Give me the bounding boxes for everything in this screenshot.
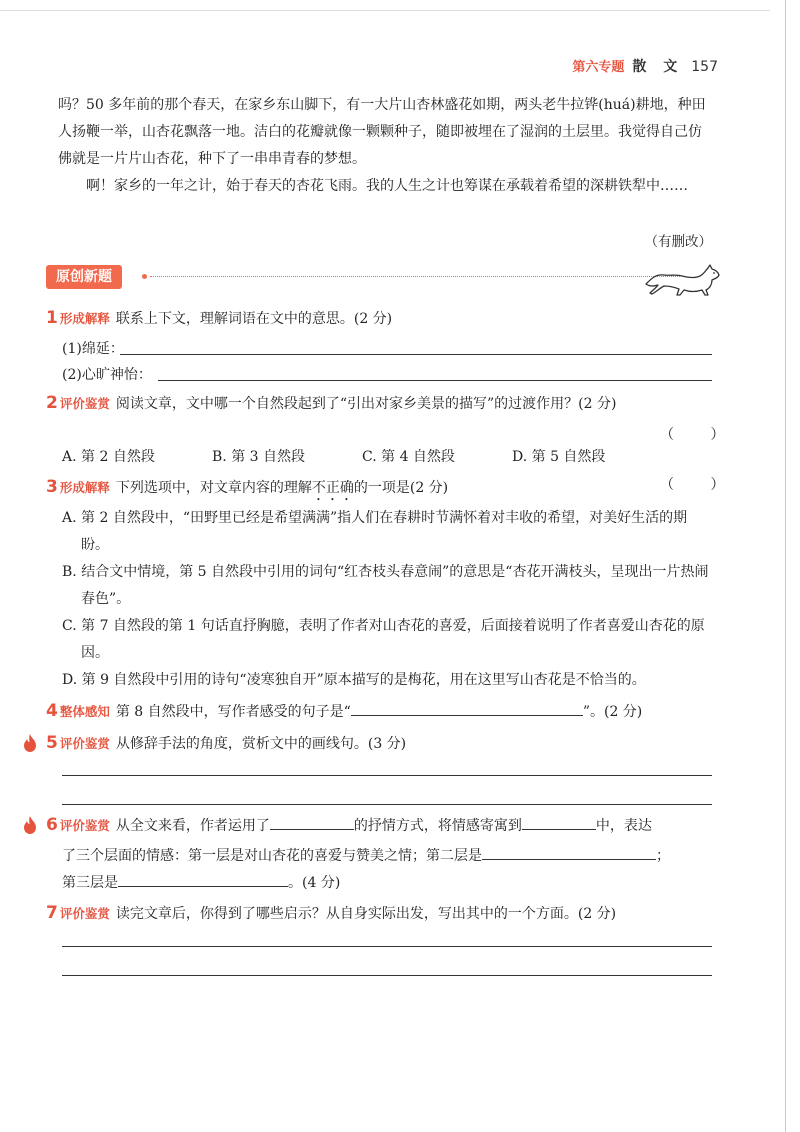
question-number: 3 [46,477,58,497]
question-number: 1 [46,308,58,328]
q6-text-2: 的抒情方式，将情感寄寓到 [353,818,522,834]
section-banner [46,262,714,298]
q1-item-2-label: (2)心旷神怡： [62,367,152,383]
banner-dot [142,274,147,279]
q6-text-1: 从全文来看，作者运用了 [115,818,270,834]
q4-answer-blank[interactable] [351,701,583,716]
q3-option-c[interactable]: C. 第 7 自然段的第 1 句话直抒胸臆，表明了作者对山杏花的喜爱，后面接着说明了作者喜爱山杏花的原因。 [62,618,705,661]
q5-answer-line-2[interactable] [62,804,712,805]
question-tag: 评价鉴赏 [59,818,110,833]
q2-options [62,446,662,466]
q1-item-1-label: (1)绵延： [62,341,124,357]
q2-answer-paren[interactable]: （ ） [660,427,741,443]
q7-answer-line-2[interactable] [62,975,712,976]
q5-answer-line-1[interactable] [62,775,712,776]
question-text: 从修辞手法的角度，赏析文中的画线句。(3 分) [115,736,407,752]
question-text-after: ”。(2 分) [582,704,643,720]
question-text-after: 的一项是(2 分) [353,480,449,496]
q6-blank-3[interactable] [482,845,656,860]
question-4 [46,698,642,725]
question-text: 读完文章后，你得到了哪些启示？从自身实际出发，写出其中的一个方面。(2 分) [115,906,617,922]
question-number: 2 [46,393,58,413]
page-header [572,56,718,76]
q7-answer-line-1[interactable] [62,946,712,947]
source-note: （有删改） [644,234,712,250]
q2-option-d[interactable]: D. 第 5 自然段 [512,449,606,465]
q6-line-3: 第三层是 。(4 分) [62,870,340,896]
question-text-before: 第 8 自然段中，写作者感受的句子是“ [115,704,351,720]
passage-paragraph-2: 啊！家乡的一年之计，始于春天的杏花飞雨。我的人生之计也筹谋在承载着希望的深耕铁犁中…… [86,178,688,194]
q6-blank-2[interactable] [522,815,596,830]
q1-answer-line-1[interactable] [120,354,712,355]
q2-option-b[interactable]: B. 第 3 自然段 [212,449,305,465]
emphasis-text: 不正确 [311,480,354,496]
q6-blank-4[interactable] [118,872,288,887]
q3-option-b[interactable]: B. 结合文中情境，第 5 自然段中引用的词句“红杏枝头春意闹”的意思是“杏花开满枝头，呈现出一片热闹春色”。 [62,564,709,607]
header-section: 第六专题 [572,60,625,75]
q2-option-a[interactable]: A. 第 2 自然段 [62,449,155,465]
q2-option-c[interactable]: C. 第 4 自然段 [362,449,455,465]
flame-icon [22,733,38,753]
question-6 [46,812,652,839]
q3-option-a[interactable]: A. 第 2 自然段中，“田野里已经是希望满满”指人们在春耕时节满怀着对丰收的希望，对美好生活的期盼。 [62,510,688,553]
banner-label: 原创新题 [46,265,122,289]
question-number: 5 [46,733,58,753]
reading-passage [58,92,714,200]
page-right-edge [785,0,786,1132]
page-top-edge [0,10,770,11]
question-2 [46,390,616,417]
page-number: 157 [691,59,718,75]
question-text: 联系上下文，理解词语在文中的意思。(2 分) [115,311,393,327]
q3-answer-paren[interactable]: （ ） [660,477,741,493]
question-number: 7 [46,903,58,923]
banner-dotted-line [150,276,680,277]
passage-paragraph-1: 吗？50 多年前的那个春天，在家乡东山脚下，有一大片山杏林盛花如期，两头老牛拉铧(huá)耕地，种田人扬鞭一举，山杏花飘落一地。洁白的花瓣就像一颗颗种子，随即被埋在了湿润的土层里。我觉得自己仿佛就是一片片山杏花，种下了一串串青春的梦想。 [58,97,706,167]
q6-blank-1[interactable] [270,815,354,830]
question-tag: 评价鉴赏 [59,906,110,921]
question-number: 4 [46,701,58,721]
cat-icon [642,262,722,298]
question-tag: 形成解释 [59,311,110,326]
question-5 [46,730,406,757]
question-3 [46,474,448,504]
question-text: 阅读文章，文中哪一个自然段起到了“引出对家乡美景的描写”的过渡作用？(2 分) [115,396,617,412]
q1-answer-line-2[interactable] [158,380,712,381]
question-tag: 评价鉴赏 [59,736,110,751]
question-1 [46,305,392,332]
question-tag: 评价鉴赏 [59,396,110,411]
q6-text-3: 中，表达 [595,818,652,834]
flame-icon [22,815,38,835]
question-7 [46,900,616,927]
question-tag: 整体感知 [59,704,110,719]
header-title: 散 文 [632,59,684,75]
question-tag: 形成解释 [59,480,110,495]
question-number: 6 [46,815,58,835]
question-text-before: 下列选项中，对文章内容的理解 [115,480,312,496]
q3-option-d[interactable]: D. 第 9 自然段中引用的诗句“凌寒独自开”原本描写的是梅花，用在这里写山杏花是不恰当的。 [62,672,646,688]
q6-line-2: 了三个层面的情感：第一层是对山杏花的喜爱与赞美之情；第二层是 ； [62,843,670,869]
